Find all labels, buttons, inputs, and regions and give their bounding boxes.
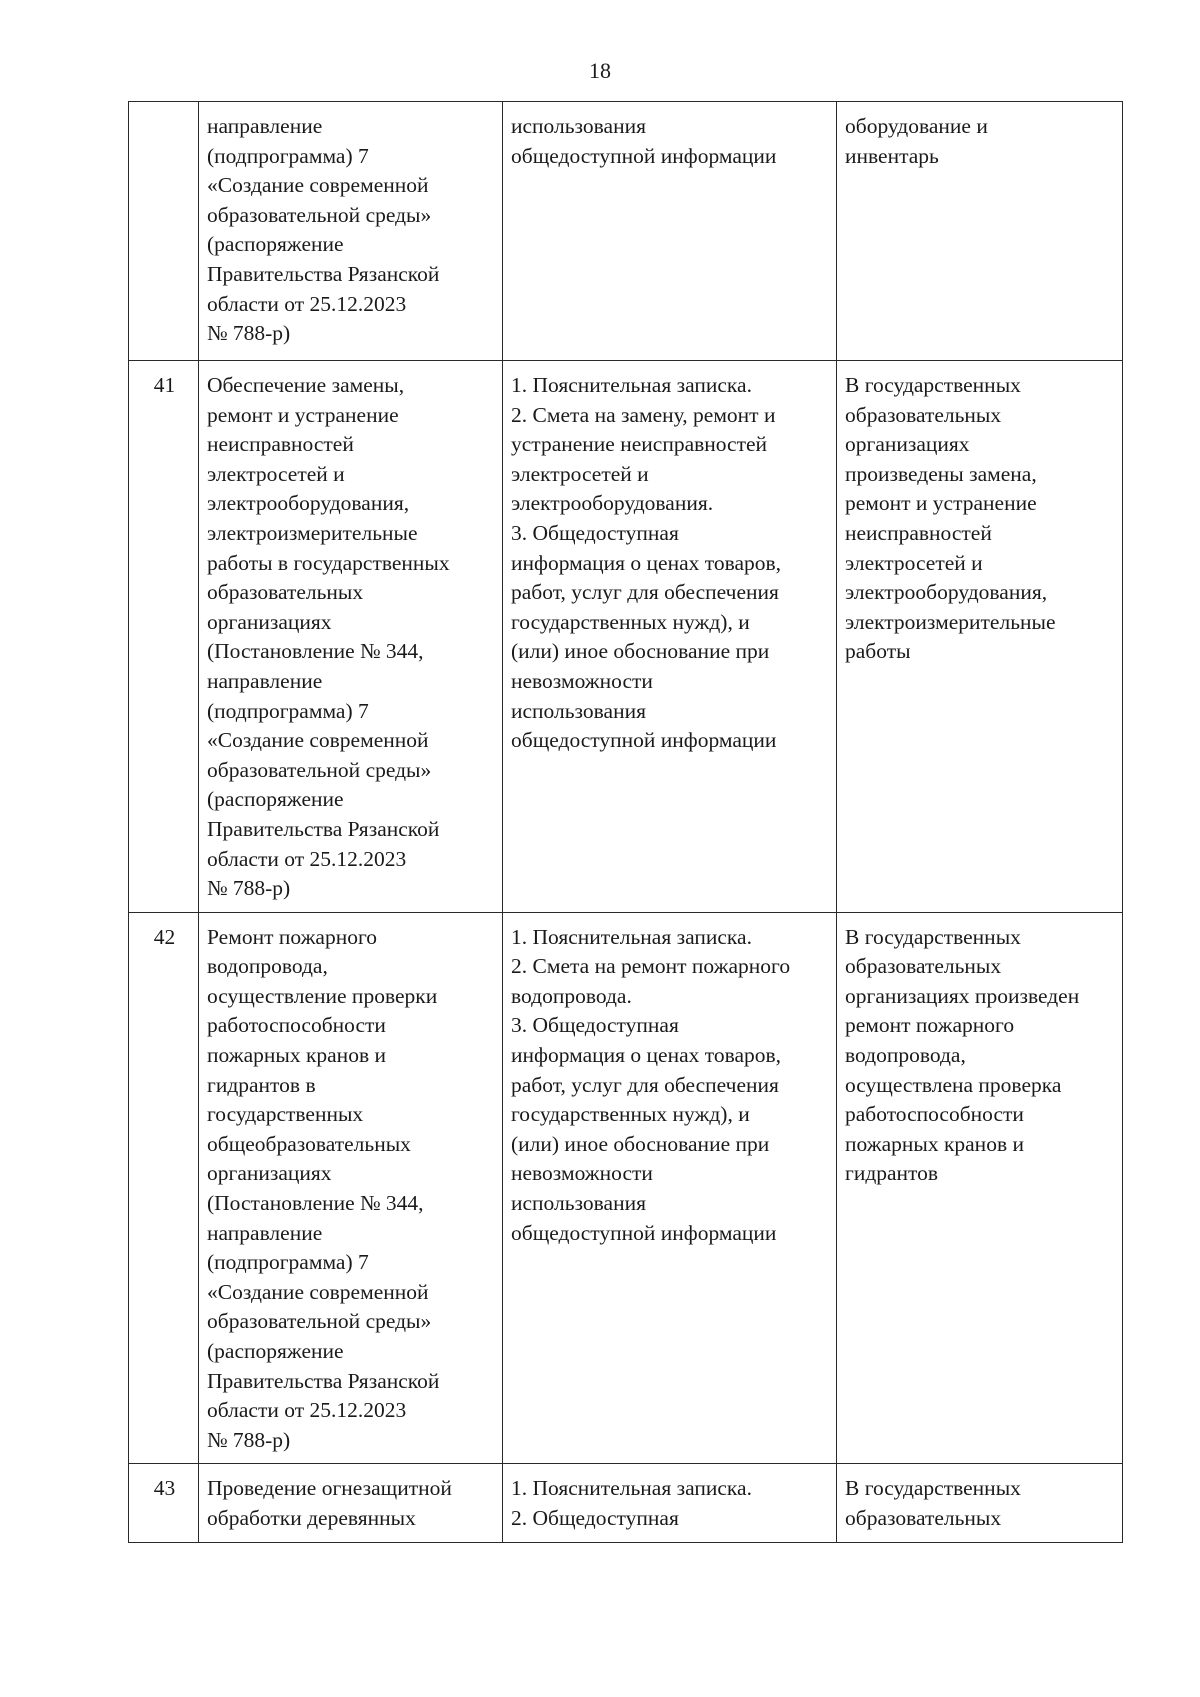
text-line: информация о ценах товаров, [511, 1043, 782, 1068]
text-line: работоспособности [207, 1013, 386, 1038]
text-line: В государственных [845, 924, 1021, 949]
text-line: осуществлена проверка [845, 1072, 1062, 1097]
text-line: (подпрограмма) 7 [207, 143, 369, 168]
text-line: Правительства Рязанской [207, 816, 440, 841]
text-line: работы в государственных [207, 550, 450, 575]
text-line: области от 25.12.2023 [207, 291, 407, 316]
text-line: пожарных кранов и [845, 1131, 1024, 1156]
documents-cell [503, 912, 837, 1464]
text-line: направление [207, 668, 323, 693]
text-line: инвентарь [845, 143, 939, 168]
text-line: образовательных [845, 954, 1002, 979]
text-line: организациях [207, 1161, 332, 1186]
text-line: общедоступной информации [511, 728, 777, 753]
text-line: невозможности [511, 668, 653, 693]
text-line: использования [511, 1191, 646, 1216]
text-line: неисправностей [207, 432, 354, 457]
text-line: направление [207, 114, 323, 138]
text-line: использования [511, 114, 646, 138]
text-line: (Постановление № 344, [207, 639, 424, 664]
text-line: (Постановление № 344, [207, 1191, 424, 1216]
text-line: водопровода, [207, 954, 328, 979]
text-line: электрооборудования, [845, 580, 1048, 605]
table-row [129, 1464, 1123, 1542]
text-line: ремонт и устранение [845, 491, 1037, 516]
text-line: № 788-р) [207, 876, 291, 901]
text-line: произведены замена, [845, 461, 1037, 486]
text-line: направление [207, 1220, 323, 1245]
row-number-cell: 43 [129, 1464, 199, 1542]
text-line: Правительства Рязанской [207, 261, 440, 286]
table-row [129, 102, 1123, 361]
text-line: организациях [845, 432, 970, 457]
text-line: гидрантов [845, 1161, 939, 1186]
table-body [129, 102, 1123, 1543]
text-line: В государственных [845, 1476, 1021, 1501]
text-line: 1. Пояснительная записка. [511, 1476, 752, 1501]
text-line: оборудование и [845, 114, 988, 138]
text-line: (распоряжение [207, 232, 344, 257]
text-line: образовательной среды» [207, 1309, 432, 1334]
text-line: водопровода, [845, 1043, 966, 1068]
text-line: водопровода. [511, 983, 632, 1008]
text-line: работ, услуг для обеспечения [511, 1072, 779, 1097]
text-line: «Создание современной [207, 728, 429, 753]
text-line: пожарных кранов и [207, 1043, 386, 1068]
text-line: электрооборудования. [511, 491, 714, 516]
text-line: Проведение огнезащитной [207, 1476, 452, 1501]
text-line: 2. Общедоступная [511, 1505, 679, 1530]
text-line: государственных [207, 1102, 364, 1127]
text-line: электрооборудования, [207, 491, 410, 516]
text-line: (подпрограмма) 7 [207, 1250, 369, 1275]
text-line: области от 25.12.2023 [207, 1398, 407, 1423]
result-cell [837, 102, 1123, 361]
text-line: работы [845, 639, 911, 664]
text-line: неисправностей [845, 520, 992, 545]
documents-cell [503, 1464, 837, 1542]
measure-name-cell [199, 912, 503, 1464]
text-line: 1. Пояснительная записка. [511, 373, 752, 397]
text-line: ремонт и устранение [207, 402, 399, 427]
text-line: работоспособности [845, 1102, 1024, 1127]
row-number-cell [129, 102, 199, 361]
text-line: 3. Общедоступная [511, 1013, 679, 1038]
text-line: государственных нужд), и [511, 1102, 750, 1127]
text-line: обработки деревянных [207, 1505, 416, 1530]
page-number: 18 [589, 58, 611, 83]
row-number-cell: 41 [129, 361, 199, 913]
documents-cell [503, 361, 837, 913]
text-line: (распоряжение [207, 1339, 344, 1363]
text-line: области от 25.12.2023 [207, 846, 407, 871]
documents-cell [503, 102, 837, 361]
result-cell [837, 1464, 1123, 1542]
text-line: использования [511, 698, 646, 723]
text-line: (или) иное обоснование при [511, 639, 770, 664]
text-line: электроизмерительные [845, 609, 1056, 634]
measure-name-cell [199, 1464, 503, 1542]
text-line: (распоряжение [207, 787, 344, 812]
text-line: образовательной среды» [207, 757, 432, 782]
text-line: «Создание современной [207, 173, 429, 198]
text-line: ремонт пожарного [845, 1013, 1015, 1038]
text-line: Ремонт пожарного [207, 924, 378, 949]
text-line: общедоступной информации [511, 143, 777, 168]
text-line: Правительства Рязанской [207, 1368, 440, 1393]
text-line: образовательных [207, 580, 364, 605]
text-line: Обеспечение замены, [207, 373, 405, 397]
text-line: гидрантов в [207, 1072, 316, 1097]
text-line: государственных нужд), и [511, 609, 750, 634]
text-line: работ, услуг для обеспечения [511, 580, 779, 605]
text-line: 3. Общедоступная [511, 520, 679, 545]
text-line: невозможности [511, 1161, 653, 1186]
text-line: общеобразовательных [207, 1131, 411, 1156]
result-cell [837, 912, 1123, 1464]
text-line: общедоступной информации [511, 1220, 777, 1245]
text-line: (подпрограмма) 7 [207, 698, 369, 723]
text-line: организациях [207, 609, 332, 634]
text-line: осуществление проверки [207, 983, 438, 1008]
text-line: образовательных [845, 1505, 1002, 1530]
text-line: образовательной среды» [207, 202, 432, 227]
text-line: 2. Смета на замену, ремонт и [511, 402, 776, 427]
table-row [129, 361, 1123, 913]
text-line: «Создание современной [207, 1279, 429, 1304]
text-line: образовательных [845, 402, 1002, 427]
measures-table [128, 101, 1123, 1543]
text-line: электросетей и [845, 550, 983, 575]
text-line: № 788-р) [207, 1427, 291, 1452]
text-line: № 788-р) [207, 321, 291, 346]
text-line: информация о ценах товаров, [511, 550, 782, 575]
text-line: В государственных [845, 373, 1021, 397]
result-cell [837, 361, 1123, 913]
text-line: организациях произведен [845, 983, 1080, 1008]
text-line: электросетей и [511, 461, 649, 486]
measure-name-cell [199, 102, 503, 361]
text-line: (или) иное обоснование при [511, 1131, 770, 1156]
text-line: устранение неисправностей [511, 432, 768, 457]
text-line: электроизмерительные [207, 520, 418, 545]
text-line: 1. Пояснительная записка. [511, 924, 752, 949]
text-line: электросетей и [207, 461, 345, 486]
table-row [129, 912, 1123, 1464]
row-number-cell: 42 [129, 912, 199, 1464]
text-line: 2. Смета на ремонт пожарного [511, 954, 791, 979]
measure-name-cell [199, 361, 503, 913]
